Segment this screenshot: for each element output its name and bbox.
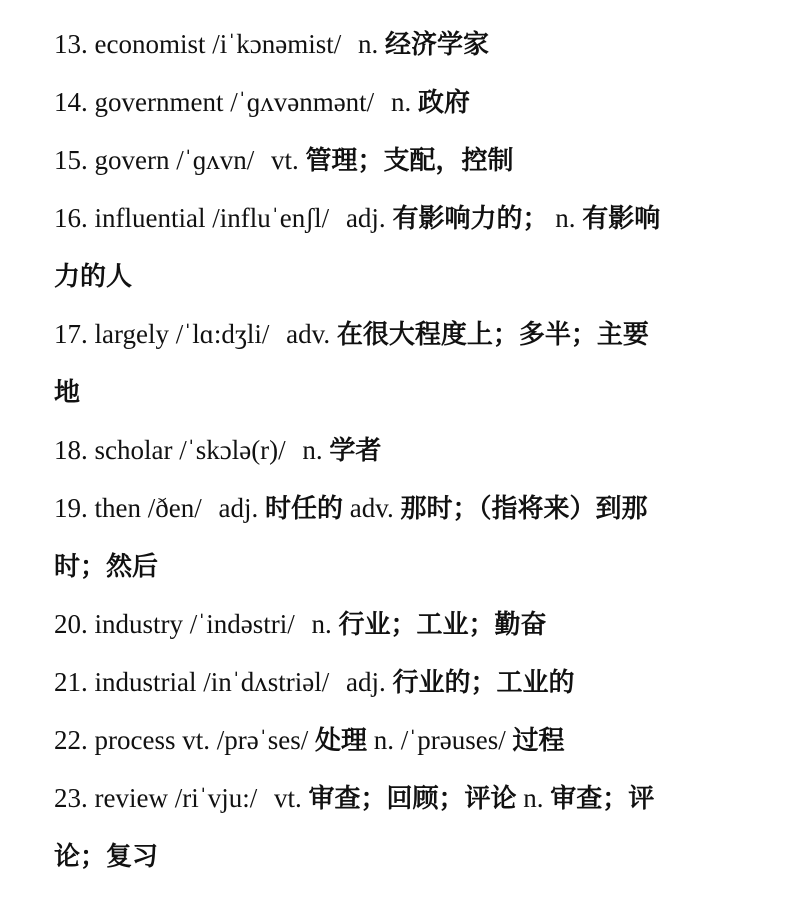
entry-number: 22.: [54, 725, 88, 755]
entry-definition: 审查；回顾；评论: [308, 784, 517, 814]
entry-definition: 处理: [314, 726, 367, 756]
vocab-entry-23-continued: [54, 839, 774, 874]
entry-phonetic: /influˈenʃl/: [212, 203, 330, 233]
vocab-entry-16-continued: [54, 259, 774, 294]
vocab-entry-14: [54, 85, 774, 120]
entry-part-of-speech: adv.: [286, 319, 331, 349]
entry-phonetic: /ˈlɑ:dʒli/: [175, 319, 270, 349]
entry-number: 15.: [54, 145, 88, 175]
entry-number: 23.: [54, 783, 88, 813]
entry-part-of-speech: adj.: [345, 667, 386, 697]
entry-part-of-speech-2: n. /ˈprəuses/: [373, 725, 506, 755]
entry-part-of-speech-2: n.: [523, 783, 544, 813]
entry-definition: 有影响力的；: [392, 204, 549, 234]
vocab-entry-17: [54, 317, 774, 352]
entry-part-of-speech: n.: [311, 609, 332, 639]
entry-definition: 政府: [417, 88, 470, 118]
entry-part-of-speech-2: n.: [555, 203, 576, 233]
entry-word: largely: [94, 319, 169, 349]
entry-part-of-speech: adj.: [345, 203, 386, 233]
entry-definition-continued: 地: [54, 378, 81, 408]
entry-word: industry: [94, 609, 184, 639]
entry-word: influential: [94, 203, 206, 233]
entry-word: scholar: [94, 435, 173, 465]
entry-part-of-speech: n.: [302, 435, 323, 465]
vocab-entry-16: [54, 201, 774, 236]
entry-definition: 管理；支配，控制: [305, 146, 514, 176]
entry-definition-continued: 时；然后: [54, 552, 159, 582]
entry-word: process: [94, 725, 176, 755]
vocab-entry-19: [54, 491, 774, 526]
entry-definition-continued: 论；复习: [54, 842, 159, 872]
entry-phonetic: /ðen/: [147, 493, 202, 523]
entry-word: govern: [94, 145, 170, 175]
vocab-entry-21: [54, 665, 774, 700]
entry-phonetic: /ˈindəstri/: [189, 609, 295, 639]
entry-word: review: [94, 783, 168, 813]
entry-definition: 学者: [329, 436, 382, 466]
entry-definition: 经济学家: [384, 30, 489, 60]
entry-part-of-speech: n.: [357, 29, 379, 59]
vocab-entry-18: [54, 433, 774, 468]
entry-part-of-speech: vt.: [270, 145, 299, 175]
entry-part-of-speech: n.: [390, 87, 412, 117]
entry-definition: 行业；工业；勤奋: [338, 610, 547, 640]
entry-phonetic: vt. /prəˈses/: [182, 725, 309, 755]
entry-definition-2: 那时；（指将来）到那: [400, 494, 648, 524]
entry-definition: 在很大程度上；多半；主要: [336, 320, 649, 350]
vocab-entry-20: [54, 607, 774, 642]
vocab-entry-19-continued: [54, 549, 774, 584]
entry-part-of-speech: adj.: [218, 493, 259, 523]
entry-number: 21.: [54, 667, 88, 697]
entry-part-of-speech-2: adv.: [349, 493, 394, 523]
entry-word: economist: [94, 29, 206, 59]
vocab-entry-17-continued: [54, 375, 774, 410]
entry-phonetic: /riˈvju:/: [174, 783, 258, 813]
vocab-entry-15: [54, 143, 774, 178]
entry-word: then: [94, 493, 141, 523]
entry-word: industrial: [94, 667, 197, 697]
entry-number: 17.: [54, 319, 88, 349]
vocab-entry-22: [54, 723, 774, 758]
entry-definition-2: 过程: [512, 726, 565, 756]
entry-word: government: [94, 87, 224, 117]
vocab-entry-13: [54, 27, 774, 62]
entry-number: 20.: [54, 609, 88, 639]
vocab-entry-23: [54, 781, 774, 816]
entry-phonetic: /ˈɡʌvn/: [176, 145, 255, 175]
entry-phonetic: /inˈdʌstriəl/: [203, 667, 330, 697]
entry-phonetic: /iˈkɔnəmist/: [212, 29, 342, 59]
entry-phonetic: /ˈɡʌvənmənt/: [230, 87, 375, 117]
entry-number: 18.: [54, 435, 88, 465]
entry-phonetic: /ˈskɔlə(r)/: [179, 435, 286, 465]
entry-definition-2: 审查；评: [550, 784, 655, 814]
entry-definition-continued: 力的人: [54, 262, 133, 292]
entry-number: 14.: [54, 87, 88, 117]
entry-number: 19.: [54, 493, 88, 523]
entry-part-of-speech: vt.: [273, 783, 302, 813]
entry-number: 13.: [54, 29, 88, 59]
entry-number: 16.: [54, 203, 88, 233]
entry-definition: 时任的: [265, 494, 344, 524]
entry-definition: 行业的；工业的: [392, 668, 575, 698]
entry-definition-2: 有影响: [582, 204, 661, 234]
